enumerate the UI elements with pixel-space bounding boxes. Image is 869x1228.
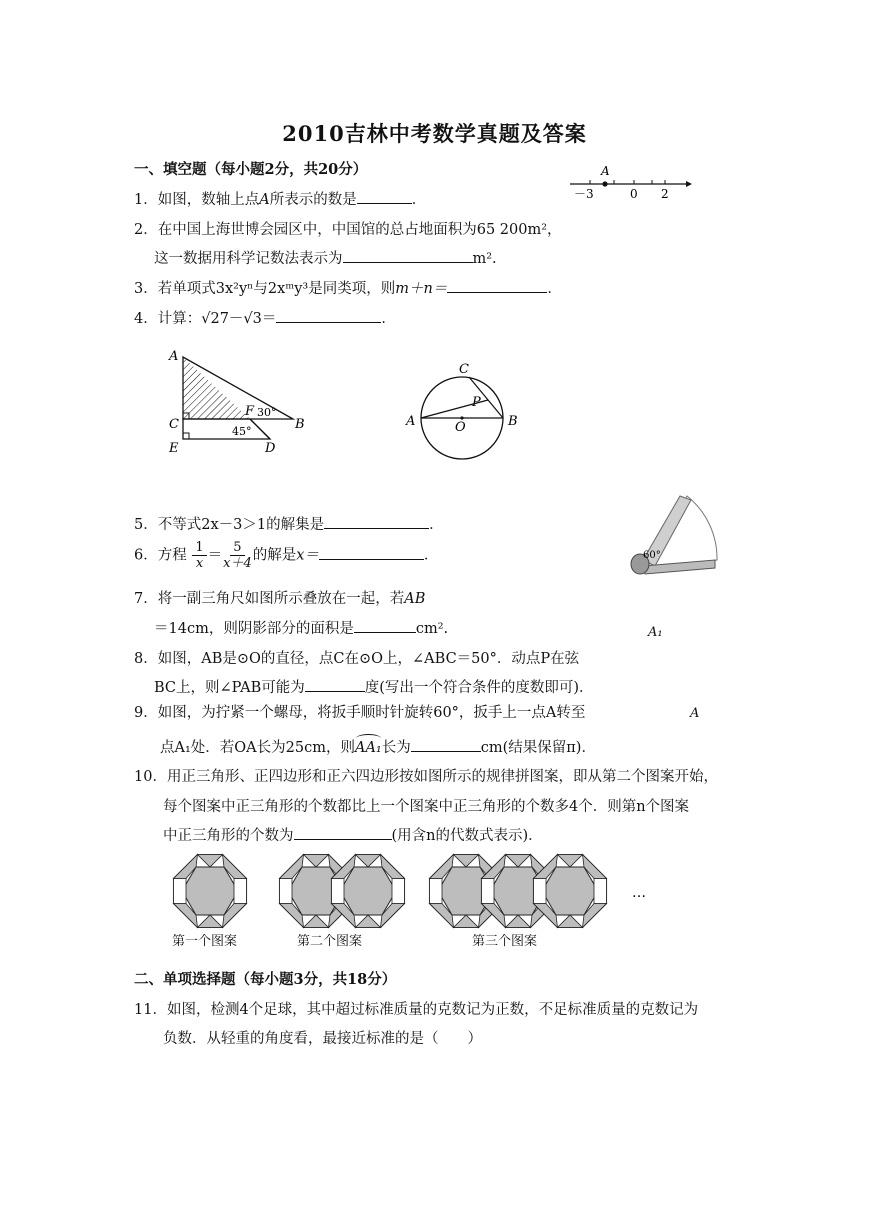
question-2 <box>134 218 562 239</box>
q1-num: 1． <box>134 192 158 208</box>
q6-pre: 方程 <box>157 547 187 564</box>
label-b: B <box>295 417 305 432</box>
triangle-45 <box>183 419 270 439</box>
question-11-line2 <box>163 1027 482 1048</box>
page-title: 2010吉林中考数学真题及答案 <box>282 121 587 146</box>
q5-answer-blank[interactable] <box>324 516 429 529</box>
q6-num: 6． <box>134 547 158 564</box>
number-line-figure <box>568 160 693 202</box>
q8-line2b: 度(写出一个符合条件的度数即可)． <box>364 680 594 696</box>
q4-end: ． <box>381 311 396 327</box>
pattern-caption-1: 第一个图案 <box>172 934 238 949</box>
q6-post: 的解是 <box>252 547 297 564</box>
q5-text: 不等式2x－3＞1的解集是 <box>157 517 325 533</box>
q2-line1: 在中国上海世博会园区中，中国馆的总占地面积为65 200m²， <box>157 222 562 238</box>
q3-num: 3． <box>134 281 158 297</box>
label-o: O <box>455 420 466 435</box>
point-a-label: A <box>601 164 610 178</box>
q10-line2: 每个图案中正三角形的个数都比上一个图案中正三角形的个数多4个．则第n个图案 <box>163 799 690 815</box>
q9-line1: 如图，为拧紧一个螺母，将扳手顺时针旋转60°，扳手上一点A转至 <box>157 705 586 721</box>
q7-num: 7． <box>134 591 158 607</box>
shaded-region <box>183 357 250 419</box>
question-3 <box>134 277 562 298</box>
wrench-label-a: A <box>690 706 700 721</box>
q3-text: 若单项式3x²yⁿ与2xᵐy³是同类项，则 <box>157 281 396 297</box>
wrench-angle-label: 60° <box>643 550 661 561</box>
q9-num: 9． <box>134 705 158 721</box>
q10-line1: 用正三角形、正四边形和正六四边形按如图所示的规律拼图案，即从第二个图案开始， <box>166 769 718 785</box>
label-b: B <box>508 414 518 429</box>
axis-arrow-icon <box>686 181 692 187</box>
label-p: P <box>472 395 481 410</box>
q2-answer-blank[interactable] <box>343 250 473 263</box>
q11-line2: 负数．从轻重的角度看，最接近标准的是（ ） <box>163 1031 482 1047</box>
question-6: 6．方程 $\frac{1}{x}$ ＝ $\frac{5}{x+4}$ 的解是x＝ ． <box>134 540 439 571</box>
q1-end: ． <box>411 192 427 208</box>
question-8 <box>134 647 579 668</box>
question-9-line2 <box>160 736 596 757</box>
pattern-caption-2: 第二个图案 <box>297 934 363 949</box>
patterns-ellipsis: … <box>632 885 646 901</box>
tick-label-2: 2 <box>661 187 669 201</box>
q5-num: 5． <box>134 517 158 533</box>
q8-line1: 如图，AB是⊙O的直径，点C在⊙O上，∠ABC＝50°．动点P在弦 <box>157 651 580 667</box>
section-1-heading: 一、填空题（每小题2分，共20分） <box>134 161 368 178</box>
angle-45-label: 45° <box>232 425 252 438</box>
question-7 <box>134 587 425 608</box>
question-4 <box>134 307 396 328</box>
q7-answer-blank[interactable] <box>354 620 416 633</box>
question-9 <box>134 701 585 722</box>
q6-answer-blank[interactable] <box>319 547 424 560</box>
q1-var: A <box>259 192 270 208</box>
pattern-caption-3: 第三个图案 <box>472 934 538 949</box>
question-10-line3 <box>163 824 543 845</box>
pattern-2-unit <box>332 855 405 928</box>
q6-end: ． <box>423 547 439 564</box>
q9-line2a: 点A₁处．若OA长为25cm，则 <box>160 740 355 756</box>
pattern-3-unit <box>534 855 607 928</box>
q2-line2: 这一数据用科学记数法表示为 <box>154 251 343 267</box>
q9-answer-blank[interactable] <box>411 739 481 752</box>
label-e: E <box>169 441 179 456</box>
pattern-1-unit <box>174 855 247 928</box>
q5-end: ． <box>429 517 444 533</box>
q11-line1: 如图，检测4个足球，其中超过标准质量的克数记为正数，不足标准质量的克数记为 <box>166 1002 699 1018</box>
q8-line2a: BC上，则∠PAB可能为 <box>154 680 305 696</box>
q3-expr: m＋n＝ <box>395 281 448 297</box>
question-8-line2 <box>154 676 594 697</box>
q4-num: 4． <box>134 311 158 327</box>
q10-num: 10． <box>134 769 167 785</box>
q1-text-b: 所表示的数是 <box>269 192 357 208</box>
circle-figure <box>402 355 522 465</box>
q6-fraction-2: $\frac{5}{x+4}$ <box>223 540 252 571</box>
q1-text-a: 如图，数轴上点 <box>157 192 260 208</box>
label-a: A <box>406 414 416 429</box>
q3-answer-blank[interactable] <box>447 280 547 293</box>
q3-end: ． <box>547 281 562 297</box>
label-c: C <box>459 362 469 377</box>
q2-num: 2． <box>134 222 158 238</box>
question-1 <box>134 188 426 209</box>
q7-line2: ＝14cm，则阴影部分的面积是 <box>154 621 354 637</box>
q10-line3a: 中正三角形的个数为 <box>163 828 294 844</box>
q10-line3b: (用含n的代数式表示)． <box>391 828 543 844</box>
q2-unit: m². <box>472 251 497 267</box>
q7-var: AB <box>404 591 426 607</box>
q4-answer-blank[interactable] <box>276 310 381 323</box>
q9-arc: AA₁ <box>355 740 382 756</box>
q7-unit: cm². <box>415 621 449 637</box>
triangle-ruler-figure <box>165 345 310 457</box>
tiling-patterns-figure <box>170 852 690 930</box>
question-10 <box>134 765 718 786</box>
q11-num: 11． <box>134 1002 167 1018</box>
label-c: C <box>169 417 179 432</box>
wrench-label-a1: A₁ <box>648 625 663 640</box>
wrench-figure <box>625 488 720 583</box>
angle-30-label: 30° <box>257 406 277 419</box>
q6-fraction-1: $\frac{1}{x}$ <box>192 540 206 571</box>
tick-label-neg3: －3 <box>574 187 594 201</box>
q8-num: 8． <box>134 651 158 667</box>
q4-text: 计算：√27－√3＝ <box>157 311 277 327</box>
tick-label-0: 0 <box>630 187 638 201</box>
q9-line2b: 长为 <box>381 740 411 756</box>
q7-line1: 将一副三角尺如图所示叠放在一起，若 <box>157 591 405 607</box>
question-5 <box>134 513 444 534</box>
question-2-line2 <box>154 247 497 268</box>
label-f: F <box>245 404 255 419</box>
question-11 <box>134 998 698 1019</box>
q9-line2c: cm(结果保留π)． <box>480 740 596 756</box>
question-10-line2 <box>163 795 689 816</box>
section-2-heading: 二、单项选择题（每小题3分，共18分） <box>134 971 397 988</box>
q8-answer-blank[interactable] <box>305 679 365 692</box>
q1-answer-blank[interactable] <box>357 191 412 204</box>
label-a: A <box>169 349 179 364</box>
label-d: D <box>265 441 276 456</box>
q10-answer-blank[interactable] <box>294 827 392 840</box>
point-a-dot <box>602 181 607 186</box>
question-7-line2 <box>154 617 448 638</box>
